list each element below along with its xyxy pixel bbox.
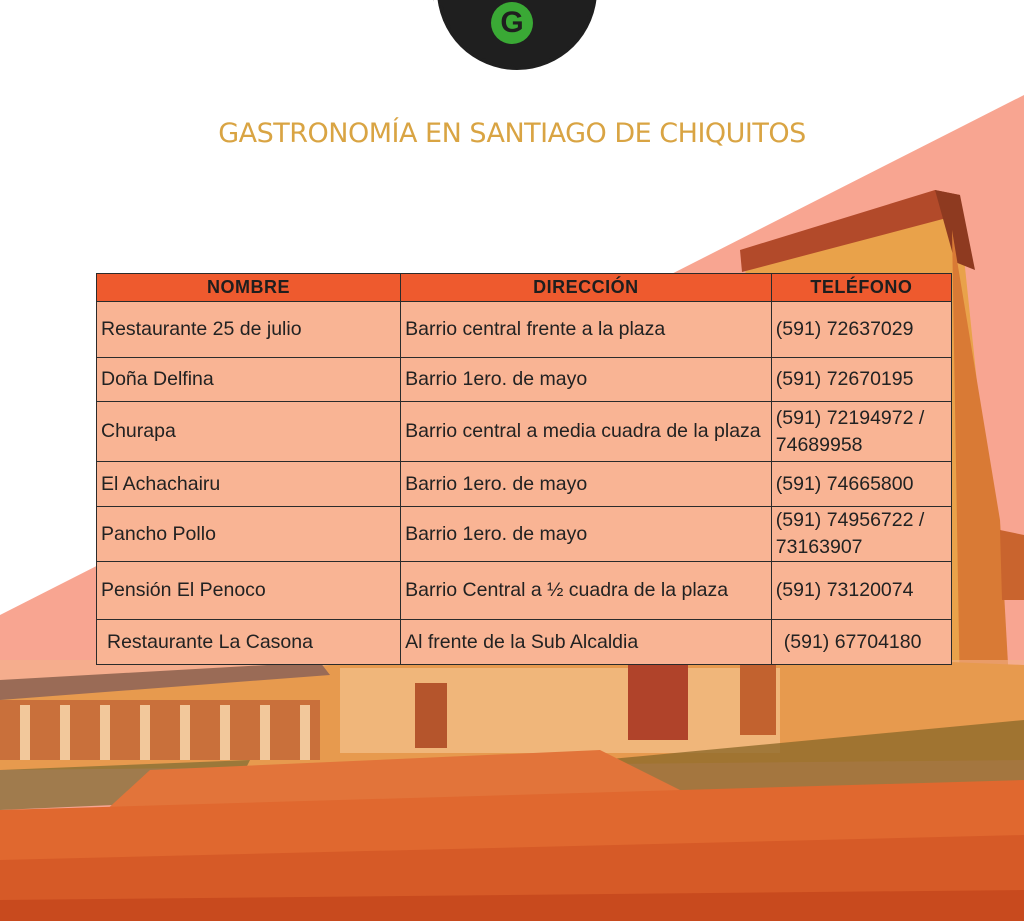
cell-telefono: (591) 72194972 / 74689958 (771, 402, 951, 462)
cell-telefono: (591) 74956722 / 73163907 (771, 507, 951, 562)
table-header-row (97, 274, 952, 302)
table-row (97, 562, 952, 620)
cell-telefono: (591) 72637029 (771, 302, 951, 358)
table-row (97, 402, 952, 462)
cell-nombre: Churapa (97, 402, 401, 462)
table-row (97, 462, 952, 507)
cell-telefono: (591) 72670195 (771, 358, 951, 402)
cell-direccion: Barrio central frente a la plaza (401, 302, 772, 358)
logo-g-icon: G (491, 2, 533, 44)
cell-telefono: (591) 67704180 (771, 620, 951, 665)
cell-nombre: Restaurante La Casona (97, 620, 401, 665)
header-nombre: NOMBRE (97, 274, 401, 302)
cell-direccion: Barrio 1ero. de mayo (401, 462, 772, 507)
table-row (97, 507, 952, 562)
cell-direccion: Al frente de la Sub Alcaldia (401, 620, 772, 665)
page-title: GASTRONOMÍA EN SANTIAGO DE CHIQUITOS (218, 118, 806, 149)
cell-nombre: El Achachairu (97, 462, 401, 507)
header-direccion: DIRECCIÓN (401, 274, 772, 302)
cell-nombre: Restaurante 25 de julio (97, 302, 401, 358)
cell-telefono: (591) 73120074 (771, 562, 951, 620)
table-row (97, 302, 952, 358)
header-telefono: TELÉFONO (771, 274, 951, 302)
cell-telefono: (591) 74665800 (771, 462, 951, 507)
cell-direccion: Barrio central a media cuadra de la plaza (401, 402, 772, 462)
cell-direccion: Barrio 1ero. de mayo (401, 358, 772, 402)
cell-nombre: Pancho Pollo (97, 507, 401, 562)
restaurant-table (96, 273, 952, 665)
table-row (97, 620, 952, 665)
cell-direccion: Barrio Central a ½ cuadra de la plaza (401, 562, 772, 620)
table-row (97, 358, 952, 402)
cell-nombre: Doña Delfina (97, 358, 401, 402)
cell-direccion: Barrio 1ero. de mayo (401, 507, 772, 562)
cell-nombre: Pensión El Penoco (97, 562, 401, 620)
